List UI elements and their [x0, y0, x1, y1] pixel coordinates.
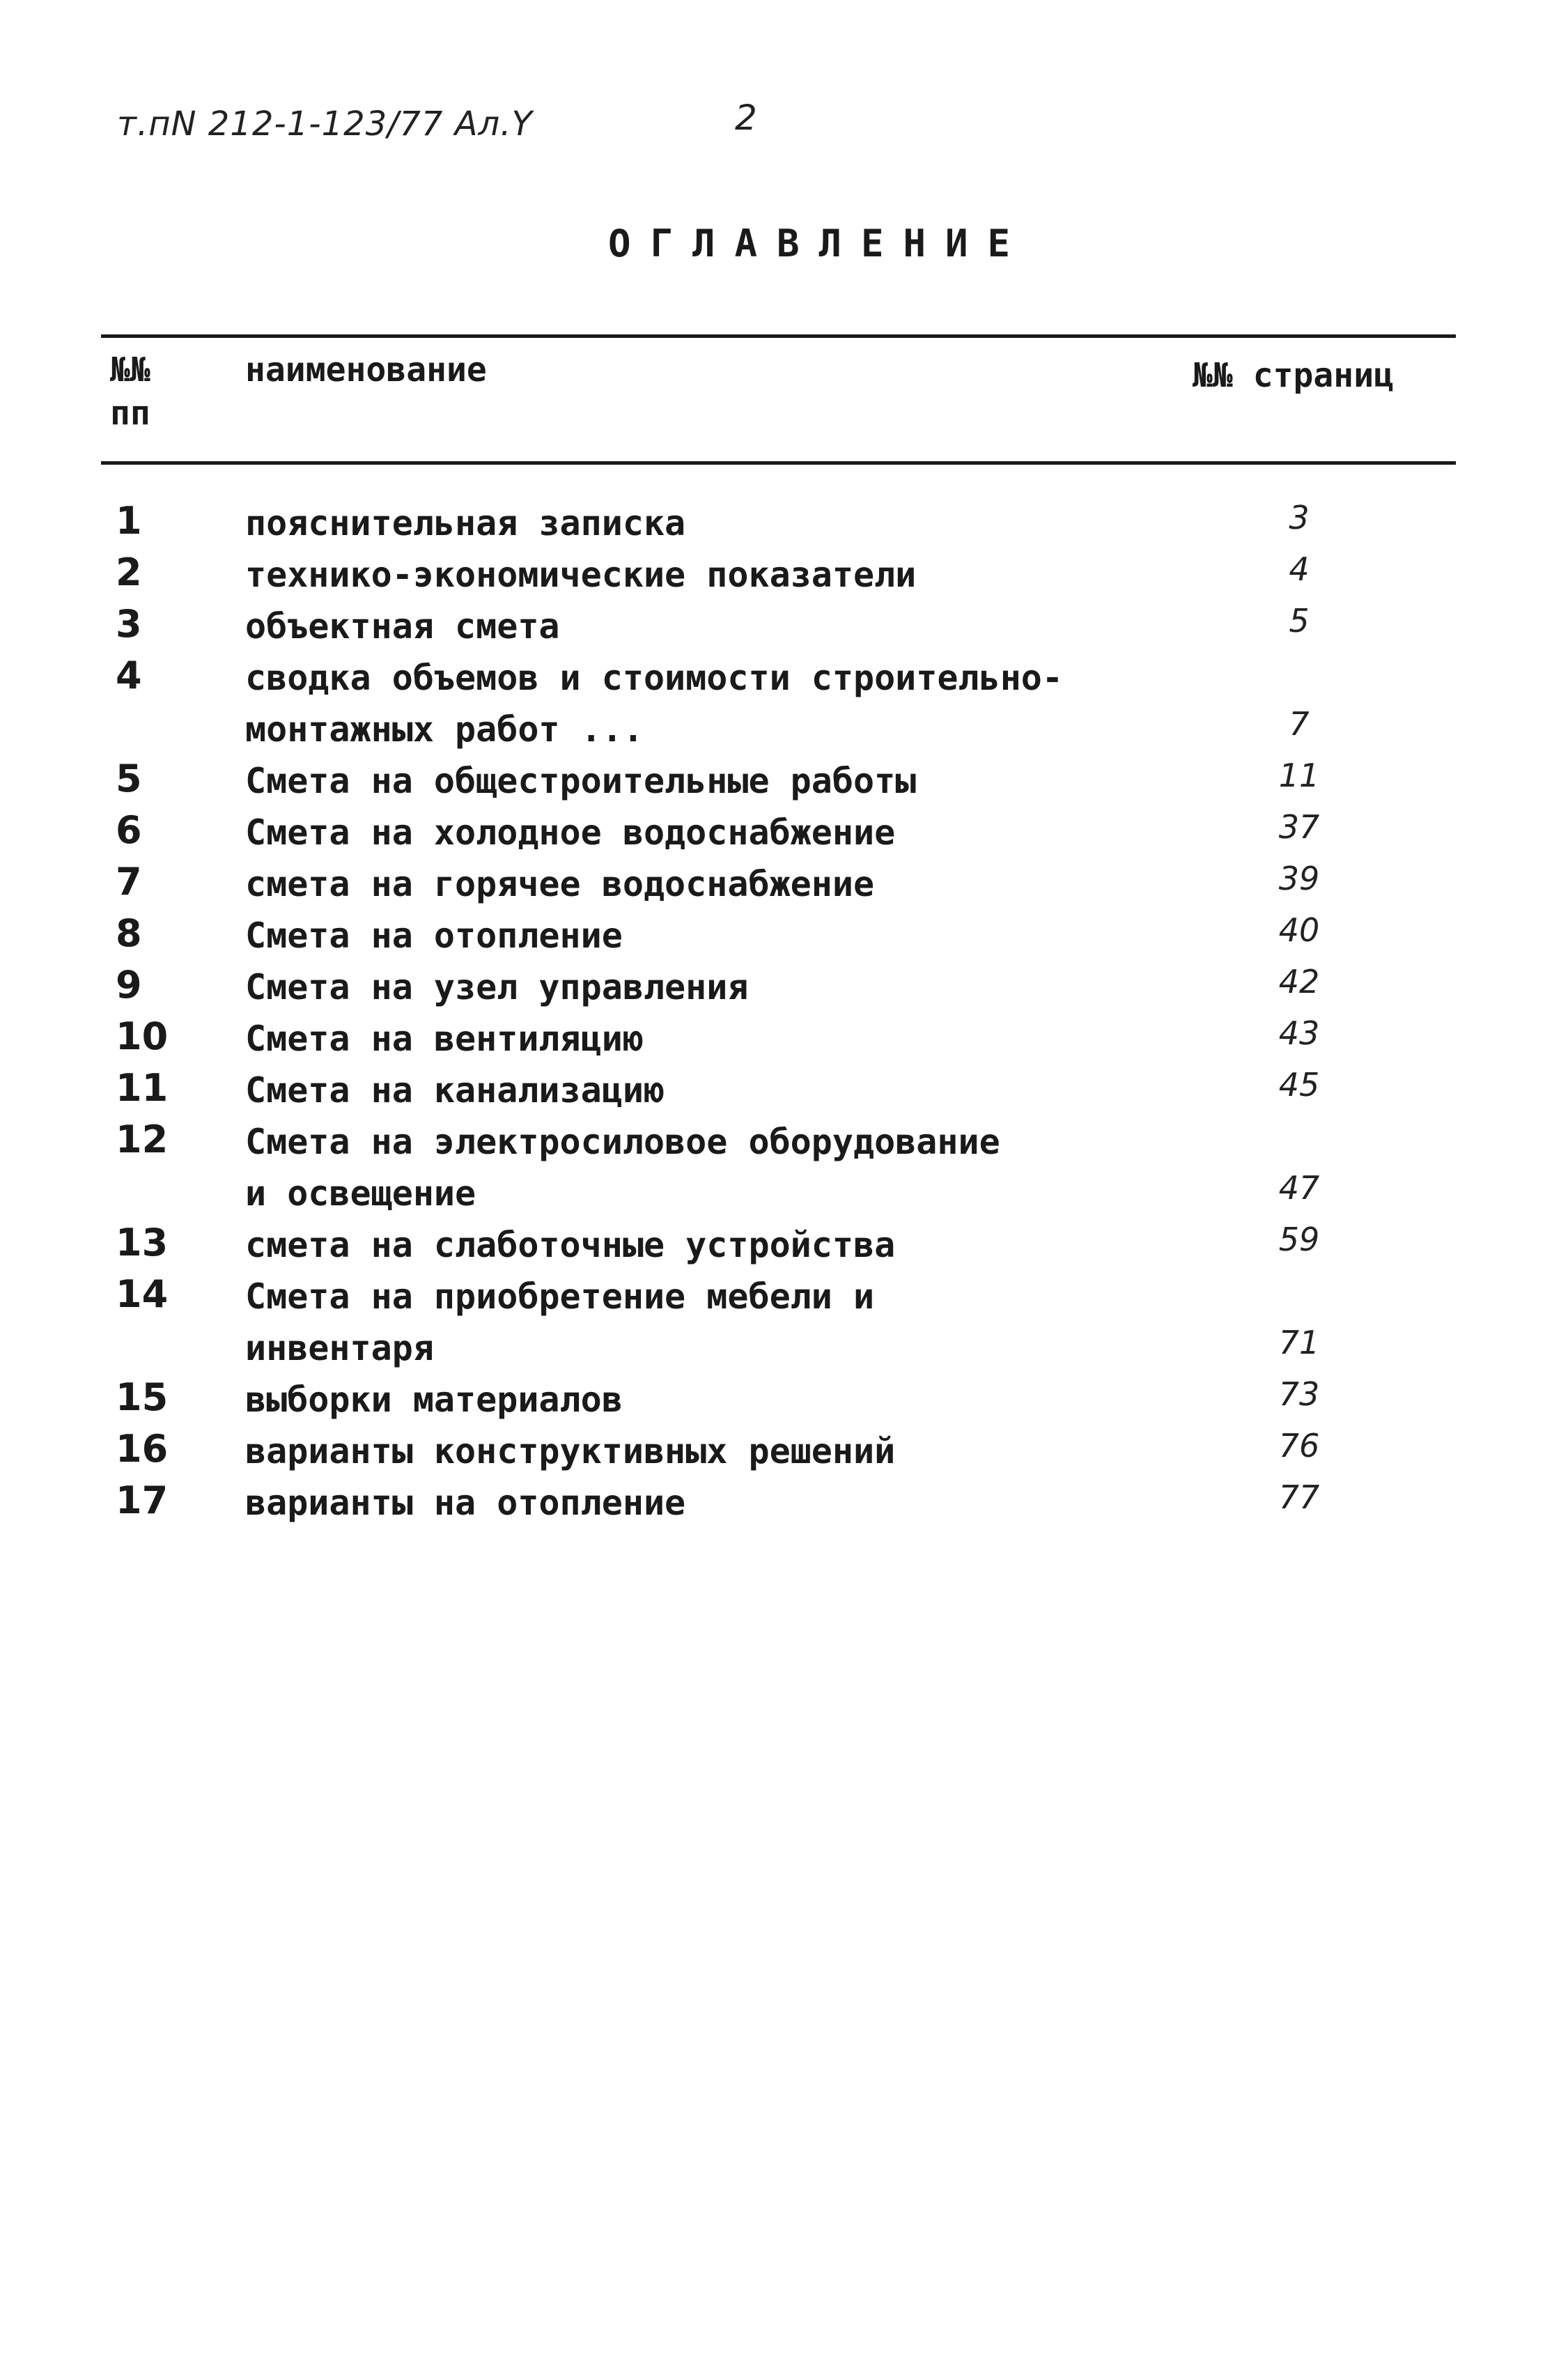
toc-entry-page: 5	[1289, 602, 1310, 640]
column-header-number-text: №№ пп	[110, 350, 150, 433]
document-code: т.пN 212-1-123/77 Ал.Y	[117, 105, 533, 144]
toc-entry-number: 14	[116, 1272, 169, 1316]
toc-entry-number: 8	[116, 911, 142, 955]
toc-entry-page: 43	[1278, 1014, 1320, 1052]
toc-entry-page: 59	[1278, 1221, 1320, 1258]
toc-entry-title: Смета на электросиловое оборудование	[245, 1122, 1000, 1162]
toc-entry-title: Смета на канализацию	[245, 1070, 665, 1111]
toc-entry-page: 45	[1278, 1066, 1320, 1104]
toc-entry-title: смета на горячее водоснабжение	[245, 864, 875, 904]
toc-entry-page: 73	[1278, 1375, 1320, 1413]
toc-entry-title: варианты конструктивных решений	[245, 1431, 896, 1471]
toc-entry-page: 11	[1278, 757, 1320, 794]
toc-entry-title: смета на слаботочные устройства	[245, 1225, 896, 1265]
toc-entry-number: 3	[116, 602, 142, 646]
toc-entry-title: технико-экономические показатели	[245, 555, 917, 595]
toc-entry-number: 17	[116, 1478, 169, 1522]
toc-entry-page: 7	[1289, 705, 1310, 743]
toc-entry-title: Смета на отопление	[245, 915, 623, 956]
toc-entry-page: 3	[1289, 499, 1310, 536]
toc-entry-number: 7	[116, 860, 142, 904]
page-title: ОГЛАВЛЕНИЕ	[607, 222, 1030, 265]
toc-entry-page: 47	[1278, 1169, 1320, 1207]
toc-entry-title: выборки материалов	[245, 1379, 623, 1420]
toc-entry-title: варианты на отопление	[245, 1483, 686, 1523]
toc-entry-title: монтажных работ ...	[245, 709, 644, 750]
toc-entry-page: 39	[1278, 860, 1320, 897]
toc-entry-title: объектная смета	[245, 606, 560, 647]
toc-entry-title: Смета на приобретение мебели и	[245, 1276, 875, 1317]
toc-entry-title: пояснительная записка	[245, 503, 686, 543]
toc-entry-number: 15	[116, 1375, 169, 1419]
toc-entry-number: 10	[116, 1014, 169, 1058]
toc-entry-number: 5	[116, 757, 142, 801]
toc-entry-page: 42	[1278, 963, 1320, 1000]
toc-entry-title: Смета на холодное водоснабжение	[245, 812, 896, 853]
toc-entry-number: 16	[116, 1427, 169, 1471]
column-header-name: наименование	[245, 350, 487, 389]
toc-entry-title: Смета на вентиляцию	[245, 1019, 644, 1059]
toc-entry-title: Смета на узел управления	[245, 967, 749, 1007]
toc-entry-number: 1	[116, 499, 142, 543]
toc-entry-number: 9	[116, 963, 142, 1007]
column-header-pages: №№ страниц	[1193, 356, 1394, 395]
toc-entry-page: 37	[1278, 808, 1320, 846]
toc-entry-number: 13	[116, 1221, 169, 1265]
page-number: 2	[735, 98, 757, 138]
toc-entry-number: 12	[116, 1118, 169, 1161]
toc-entry-title: инвентаря	[245, 1328, 434, 1368]
toc-entry-number: 11	[116, 1066, 169, 1110]
toc-entry-number: 6	[116, 808, 142, 852]
toc-entry-page: 77	[1278, 1478, 1320, 1516]
toc-entry-title: сводка объемов и стоимости строительно-	[245, 658, 1063, 698]
toc-entry-page: 40	[1278, 911, 1320, 949]
toc-entry-page: 4	[1289, 550, 1310, 588]
toc-entry-number: 4	[116, 654, 142, 697]
toc-entry-title: Смета на общестроительные работы	[245, 761, 917, 801]
toc-entry-title: и освещение	[245, 1173, 476, 1214]
toc-entry-page: 71	[1278, 1324, 1320, 1361]
toc-entry-page: 76	[1278, 1427, 1320, 1464]
toc-entry-number: 2	[116, 550, 142, 594]
